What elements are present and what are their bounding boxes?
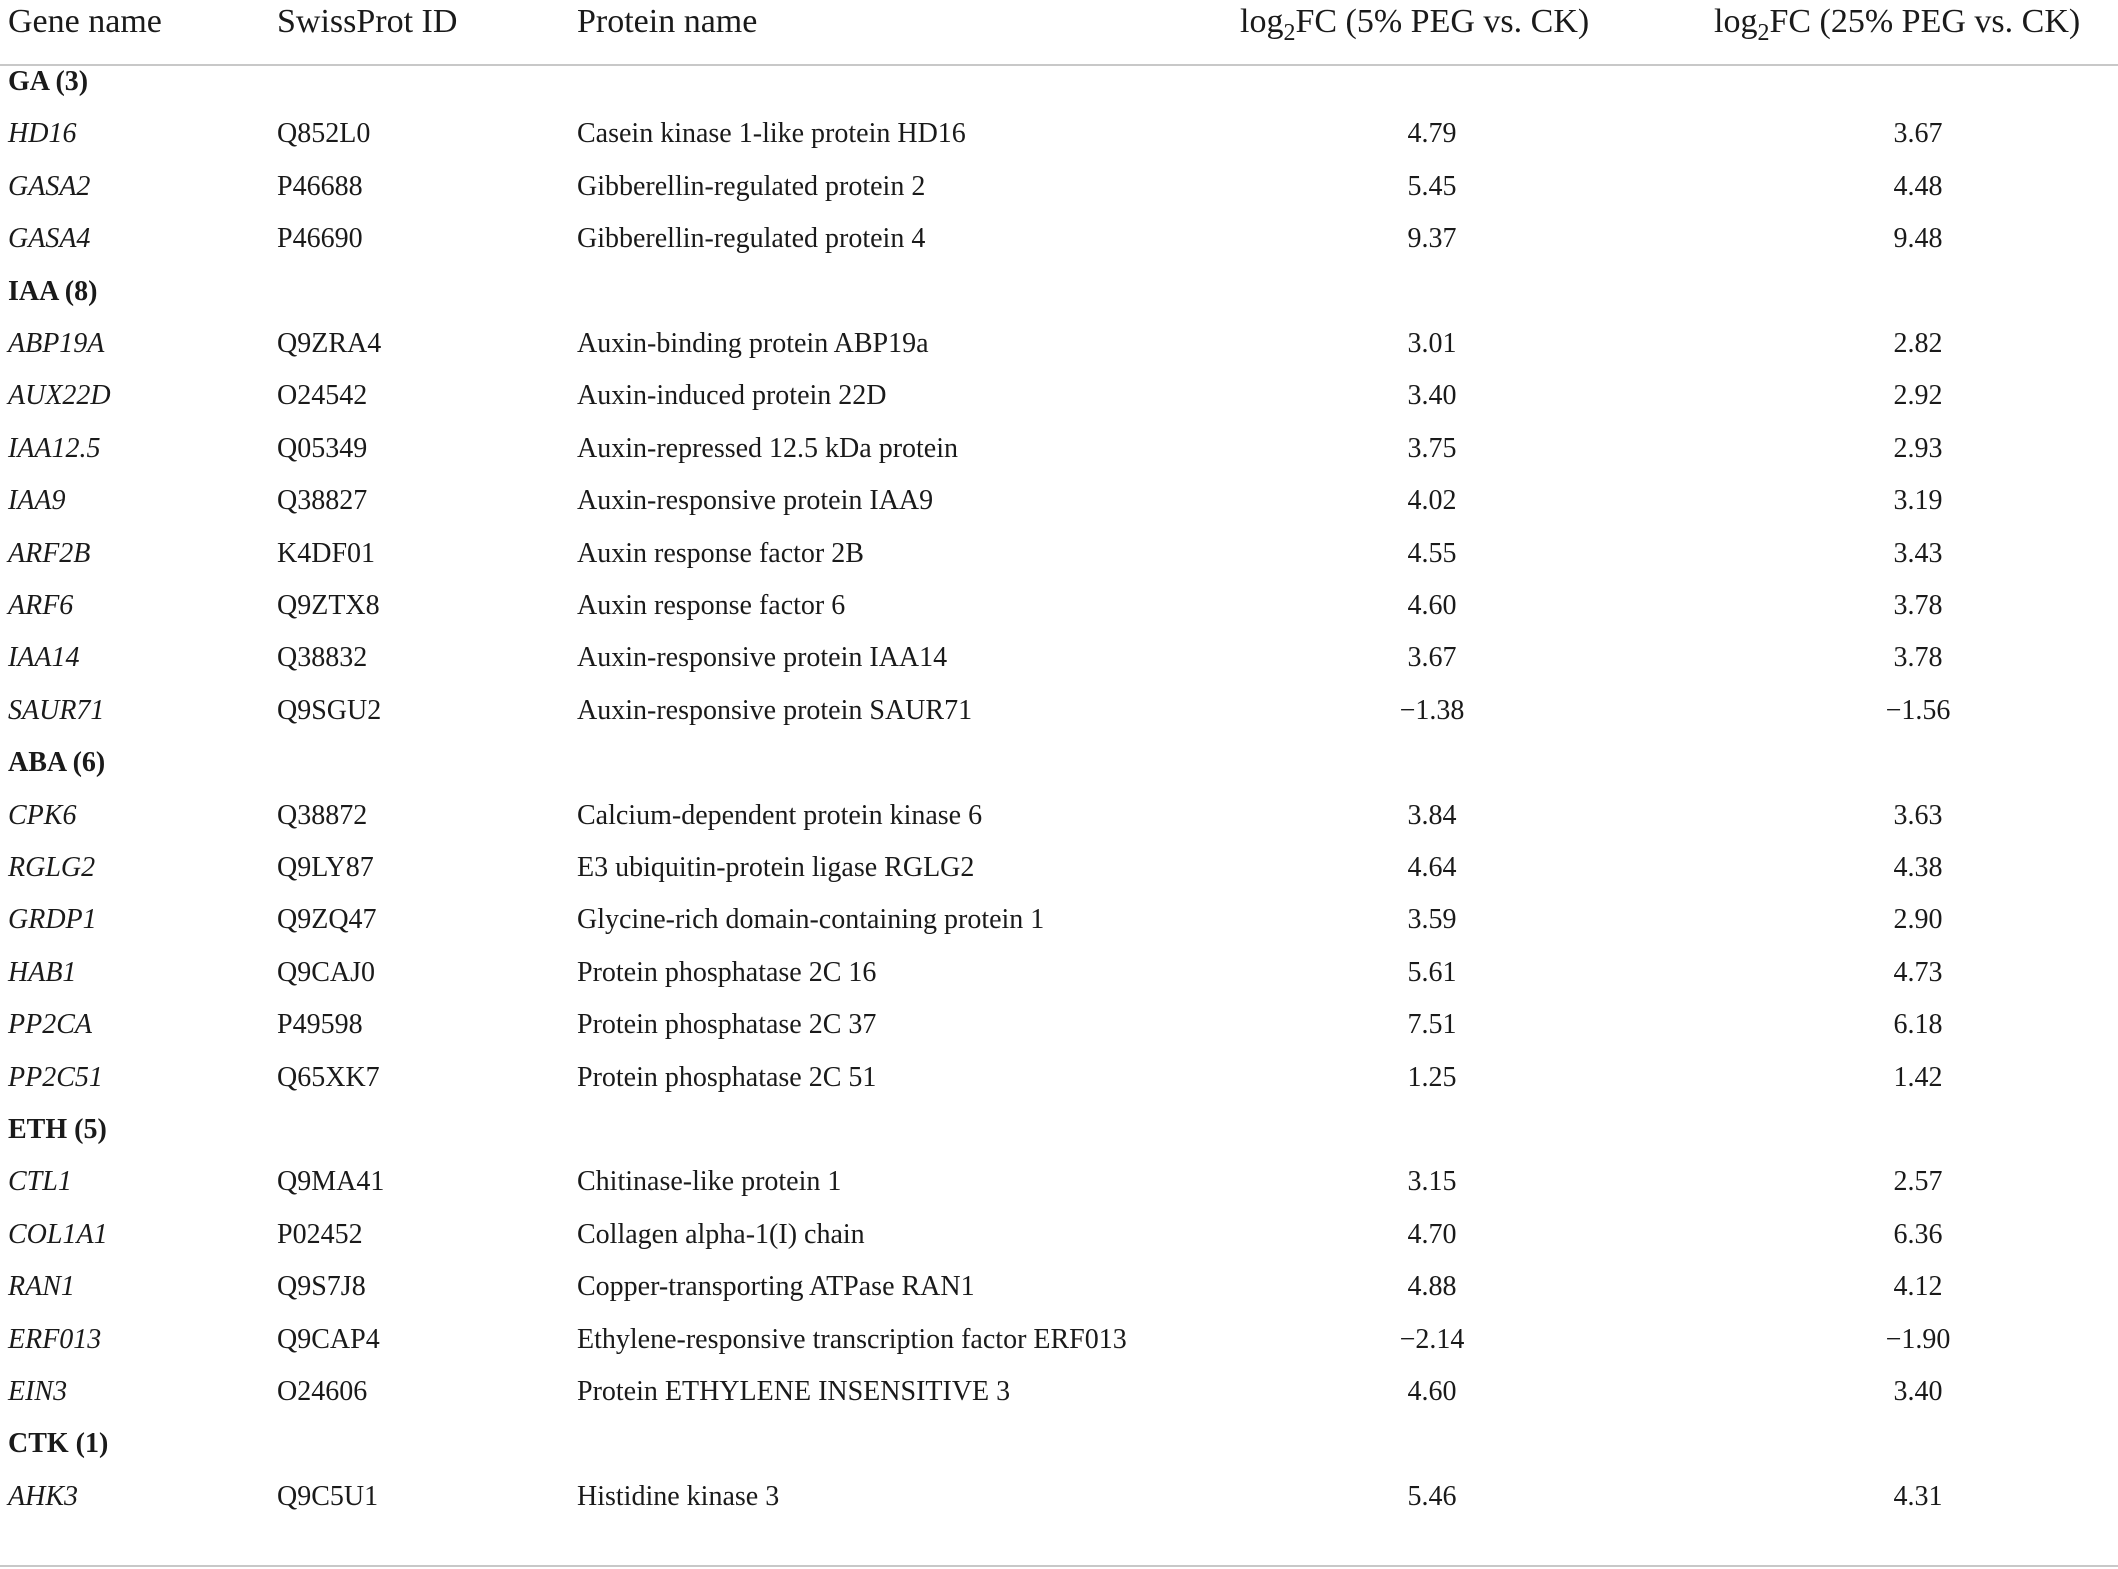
gene-name-cell: GASA2 — [8, 170, 91, 202]
header-log-prefix: log — [1240, 3, 1284, 40]
gene-name-cell: ARF2B — [8, 537, 91, 569]
table-row — [0, 999, 2118, 1051]
log2fc-25-peg-cell: 3.40 — [1893, 1376, 1943, 1407]
protein-name-cell: Protein phosphatase 2C 16 — [577, 956, 877, 988]
group-row — [0, 737, 2118, 789]
log2fc-5-peg-cell: −2.14 — [1399, 1323, 1465, 1355]
log2fc-5-peg-cell: 3.40 — [1407, 380, 1457, 412]
log2fc-5-peg-cell: 4.02 — [1407, 485, 1457, 517]
log2fc-5-peg-cell: 9.37 — [1407, 223, 1457, 255]
log2fc-5-peg-cell: 5.61 — [1407, 956, 1457, 988]
table-row — [0, 528, 2118, 580]
table-row — [0, 1366, 2118, 1418]
log2fc-25-peg-cell: 2.82 — [1893, 328, 1943, 359]
gene-name-cell: CTL1 — [8, 1166, 72, 1198]
protein-name-cell: Auxin-responsive protein IAA9 — [577, 485, 934, 517]
swissprot-id-cell: Q65XK7 — [277, 1061, 380, 1093]
log2fc-5-peg-cell: 4.70 — [1407, 1218, 1457, 1250]
log2fc-25-peg-cell: 9.48 — [1893, 223, 1943, 255]
group-label: ABA (6) — [8, 747, 106, 779]
swissprot-id-cell: Q9MA41 — [277, 1166, 385, 1198]
protein-name-cell: Protein phosphatase 2C 37 — [577, 1009, 877, 1041]
swissprot-id-cell: Q38872 — [277, 799, 368, 831]
gene-name-cell: PP2CA — [8, 1009, 92, 1041]
protein-name-cell: Calcium-dependent protein kinase 6 — [577, 799, 983, 831]
log2fc-25-peg-cell: 3.78 — [1893, 642, 1943, 674]
table-row — [0, 370, 2118, 422]
swissprot-id-cell: K4DF01 — [277, 537, 376, 569]
gene-name-cell: GASA4 — [8, 223, 91, 255]
header-log2fc-5-peg — [1240, 0, 1589, 47]
swissprot-id-cell: Q9CAP4 — [277, 1323, 380, 1355]
header-log2fc-25-peg — [1714, 0, 2080, 47]
gene-name-cell: EIN3 — [8, 1376, 68, 1407]
swissprot-id-cell: P49598 — [277, 1009, 363, 1041]
log2fc-25-peg-cell: 4.38 — [1893, 852, 1943, 883]
table-row — [0, 1052, 2118, 1104]
swissprot-id-cell: Q9C5U1 — [277, 1480, 379, 1512]
log2fc-25-peg-cell: 4.12 — [1893, 1271, 1943, 1303]
swissprot-id-cell: O24606 — [277, 1376, 368, 1407]
header-log-subscript: 2 — [1283, 20, 1296, 46]
gene-name-cell: ABP19A — [8, 328, 105, 359]
table-row — [0, 685, 2118, 737]
protein-name-cell: E3 ubiquitin-protein ligase RGLG2 — [577, 852, 975, 883]
gene-name-cell: SAUR71 — [8, 694, 105, 726]
table-row — [0, 108, 2118, 160]
table-row — [0, 1156, 2118, 1208]
protein-name-cell: Auxin-responsive protein SAUR71 — [577, 694, 973, 726]
log2fc-5-peg-cell: 4.55 — [1407, 537, 1457, 569]
group-label: IAA (8) — [8, 275, 98, 307]
log2fc-25-peg-cell: 2.90 — [1893, 904, 1943, 936]
gene-name-cell: ARF6 — [8, 590, 74, 621]
swissprot-id-cell: Q9ZTX8 — [277, 590, 380, 621]
bottom-rule — [0, 1565, 2118, 1567]
swissprot-id-cell: Q38832 — [277, 642, 368, 674]
log2fc-5-peg-cell: 3.59 — [1407, 904, 1457, 936]
table-row — [0, 423, 2118, 475]
log2fc-5-peg-cell: 4.79 — [1407, 118, 1457, 150]
log2fc-25-peg-cell: 2.92 — [1893, 380, 1943, 412]
group-row — [0, 1104, 2118, 1156]
table-row — [0, 947, 2118, 999]
group-label: CTK (1) — [8, 1428, 109, 1460]
header-log-subscript: 2 — [1757, 20, 1770, 46]
protein-name-cell: Auxin-induced protein 22D — [577, 380, 887, 412]
log2fc-5-peg-cell: 4.60 — [1407, 1376, 1457, 1407]
gene-name-cell: HAB1 — [8, 956, 77, 988]
gene-name-cell: IAA9 — [8, 485, 66, 517]
log2fc-5-peg-cell: 3.84 — [1407, 799, 1457, 831]
swissprot-id-cell: Q9CAJ0 — [277, 956, 376, 988]
protein-name-cell: Protein phosphatase 2C 51 — [577, 1061, 877, 1093]
protein-name-cell: Chitinase-like protein 1 — [577, 1166, 842, 1198]
log2fc-25-peg-cell: 3.43 — [1893, 537, 1943, 569]
gene-name-cell: HD16 — [8, 118, 77, 150]
log2fc-25-peg-cell: 4.48 — [1893, 170, 1943, 202]
protein-name-cell: Gibberellin-regulated protein 4 — [577, 223, 926, 255]
swissprot-id-cell: Q9ZRA4 — [277, 328, 382, 359]
log2fc-25-peg-cell: 3.78 — [1893, 590, 1943, 621]
table-row — [0, 213, 2118, 265]
log2fc-25-peg-cell: 2.57 — [1893, 1166, 1943, 1198]
table-row — [0, 1261, 2118, 1313]
protein-name-cell: Collagen alpha-1(I) chain — [577, 1218, 865, 1250]
table-row — [0, 894, 2118, 946]
table-row — [0, 632, 2118, 684]
log2fc-5-peg-cell: 1.25 — [1407, 1061, 1457, 1093]
swissprot-id-cell: O24542 — [277, 380, 368, 412]
protein-name-cell: Auxin-responsive protein IAA14 — [577, 642, 948, 674]
log2fc-25-peg-cell: 4.31 — [1893, 1480, 1943, 1512]
swissprot-id-cell: Q9ZQ47 — [277, 904, 377, 936]
header-log-rest: FC (25% PEG vs. CK) — [1769, 3, 2081, 40]
log2fc-5-peg-cell: 5.46 — [1407, 1480, 1457, 1512]
log2fc-25-peg-cell: 6.18 — [1893, 1009, 1943, 1041]
log2fc-25-peg-cell: 2.93 — [1893, 432, 1943, 464]
log2fc-25-peg-cell: 4.73 — [1893, 956, 1943, 988]
gene-name-cell: PP2C51 — [8, 1061, 103, 1093]
table-row — [0, 1209, 2118, 1261]
gene-name-cell: GRDP1 — [8, 904, 97, 936]
gene-name-cell: AHK3 — [8, 1480, 78, 1512]
log2fc-25-peg-cell: 6.36 — [1893, 1218, 1943, 1250]
header-swissprot-id: SwissProt ID — [277, 3, 458, 40]
log2fc-5-peg-cell: 3.67 — [1407, 642, 1457, 674]
log2fc-25-peg-cell: −1.56 — [1885, 694, 1951, 726]
gene-name-cell: ERF013 — [8, 1323, 102, 1355]
table-row — [0, 1314, 2118, 1366]
protein-name-cell: Auxin response factor 2B — [577, 537, 864, 569]
log2fc-5-peg-cell: 4.60 — [1407, 590, 1457, 621]
log2fc-25-peg-cell: 1.42 — [1893, 1061, 1943, 1093]
table-row — [0, 790, 2118, 842]
protein-name-cell: Protein ETHYLENE INSENSITIVE 3 — [577, 1376, 1011, 1407]
swissprot-id-cell: Q9SGU2 — [277, 694, 382, 726]
gene-name-cell: AUX22D — [8, 380, 111, 412]
log2fc-25-peg-cell: −1.90 — [1885, 1323, 1951, 1355]
log2fc-5-peg-cell: 3.01 — [1407, 328, 1457, 359]
group-label: ETH (5) — [8, 1114, 107, 1145]
log2fc-5-peg-cell: 4.64 — [1407, 852, 1457, 883]
protein-name-cell: Copper-transporting ATPase RAN1 — [577, 1271, 975, 1303]
protein-name-cell: Auxin response factor 6 — [577, 590, 846, 621]
gene-name-cell: RAN1 — [8, 1271, 75, 1303]
log2fc-5-peg-cell: 7.51 — [1407, 1009, 1457, 1041]
header-log-prefix: log — [1714, 3, 1758, 40]
protein-name-cell: Auxin-repressed 12.5 kDa protein — [577, 432, 959, 464]
swissprot-id-cell: Q9LY87 — [277, 852, 374, 883]
swissprot-id-cell: Q852L0 — [277, 118, 371, 150]
gene-name-cell: COL1A1 — [8, 1218, 108, 1250]
swissprot-id-cell: Q9S7J8 — [277, 1271, 366, 1303]
gene-name-cell: CPK6 — [8, 799, 77, 831]
header-log-rest: FC (5% PEG vs. CK) — [1295, 3, 1590, 40]
table-row — [0, 318, 2118, 370]
table-row — [0, 1471, 2118, 1523]
log2fc-5-peg-cell: 3.75 — [1407, 432, 1457, 464]
protein-name-cell: Ethylene-responsive transcription factor ERF013 — [577, 1323, 1127, 1355]
protein-name-cell: Glycine-rich domain-containing protein 1 — [577, 904, 1045, 936]
table-row — [0, 475, 2118, 527]
gene-name-cell: RGLG2 — [8, 852, 96, 883]
log2fc-5-peg-cell: 3.15 — [1407, 1166, 1457, 1198]
table-row — [0, 842, 2118, 894]
swissprot-id-cell: P46688 — [277, 170, 363, 202]
group-row — [0, 266, 2118, 318]
gene-name-cell: IAA14 — [8, 642, 80, 674]
group-row — [0, 56, 2118, 108]
group-label: GA (3) — [8, 66, 89, 97]
log2fc-5-peg-cell: 4.88 — [1407, 1271, 1457, 1303]
protein-name-cell: Histidine kinase 3 — [577, 1480, 780, 1512]
table-row — [0, 580, 2118, 632]
swissprot-id-cell: Q05349 — [277, 432, 368, 464]
log2fc-5-peg-cell: 5.45 — [1407, 170, 1457, 202]
log2fc-25-peg-cell: 3.19 — [1893, 485, 1943, 517]
table-row — [0, 161, 2118, 213]
swissprot-id-cell: P46690 — [277, 223, 363, 255]
group-row — [0, 1418, 2118, 1470]
header-gene-name: Gene name — [8, 3, 162, 40]
swissprot-id-cell: P02452 — [277, 1218, 363, 1250]
swissprot-id-cell: Q38827 — [277, 485, 368, 517]
log2fc-25-peg-cell: 3.63 — [1893, 799, 1943, 831]
log2fc-25-peg-cell: 3.67 — [1893, 118, 1943, 150]
log2fc-5-peg-cell: −1.38 — [1399, 694, 1465, 726]
header-protein-name: Protein name — [577, 3, 758, 40]
protein-name-cell: Gibberellin-regulated protein 2 — [577, 170, 926, 202]
protein-name-cell: Casein kinase 1-like protein HD16 — [577, 118, 966, 150]
gene-name-cell: IAA12.5 — [8, 432, 101, 464]
protein-name-cell: Auxin-binding protein ABP19a — [577, 328, 929, 359]
